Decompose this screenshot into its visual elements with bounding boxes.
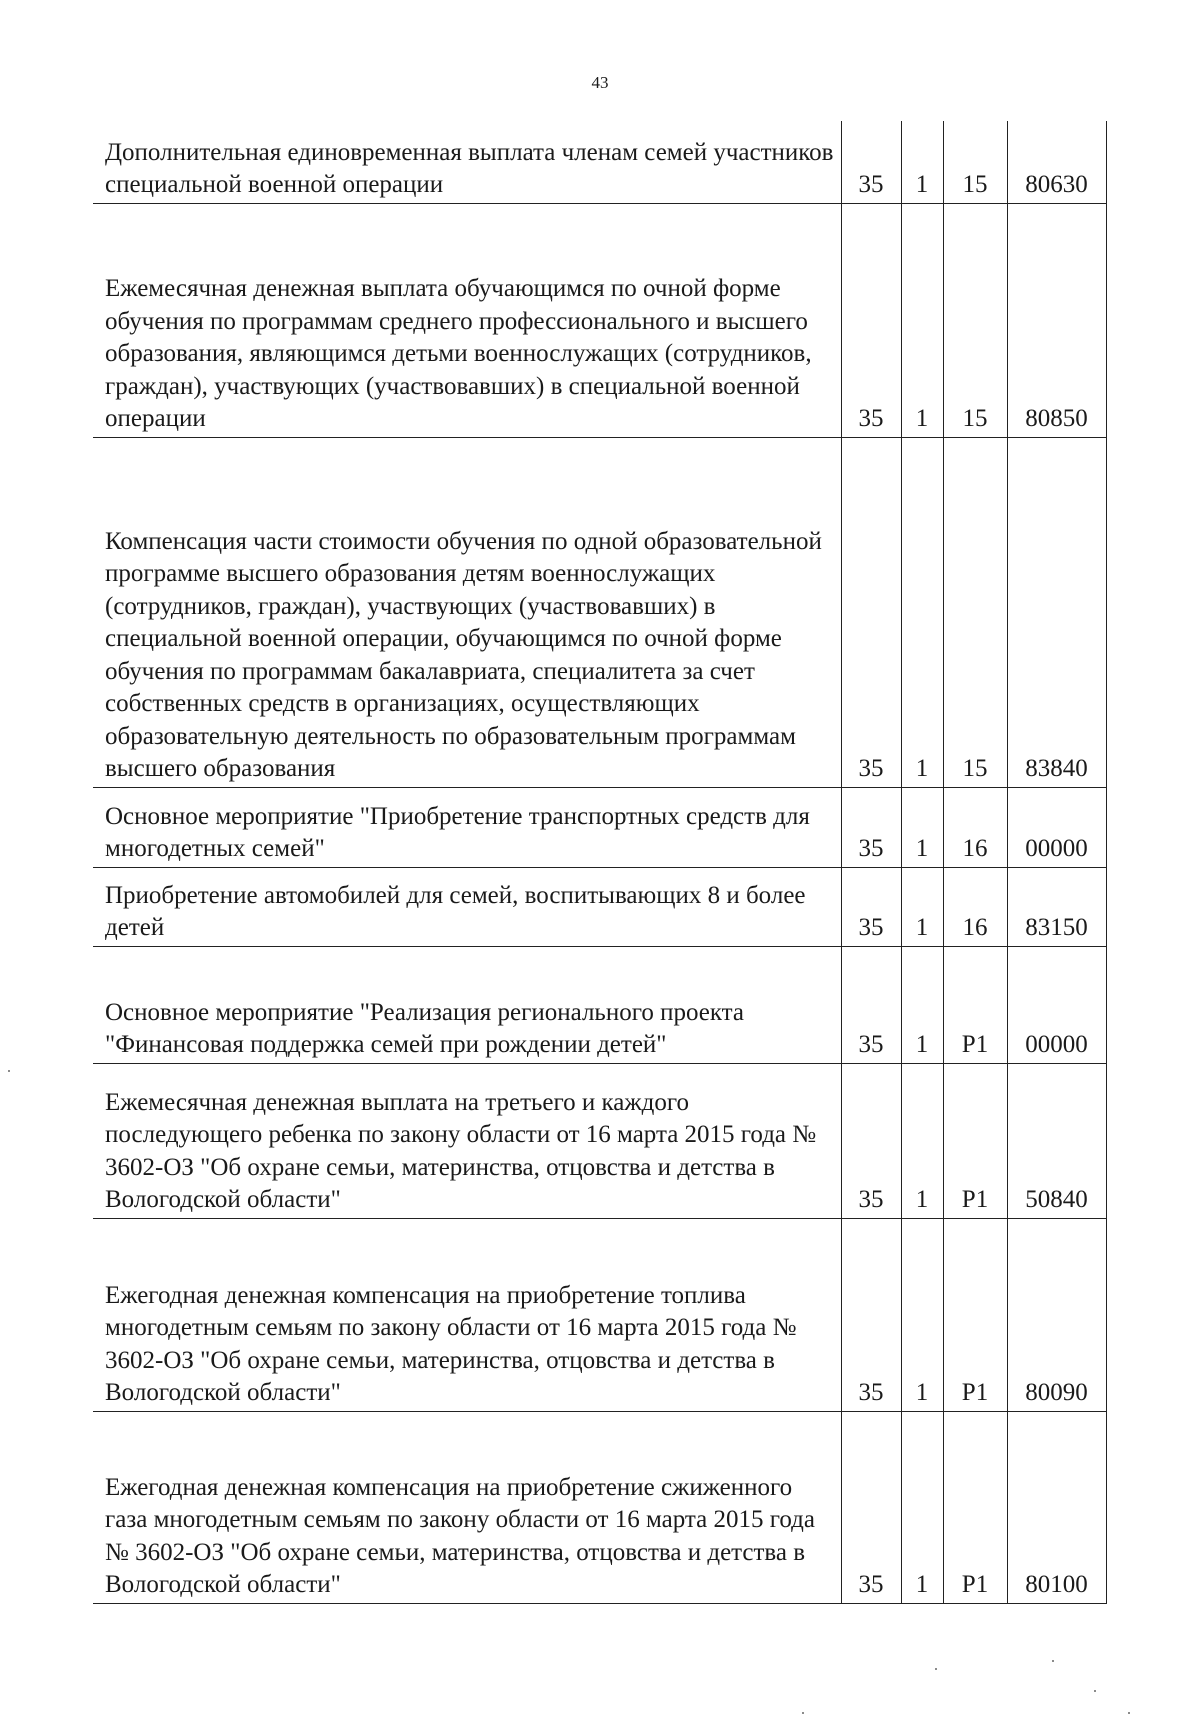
table-row [93,787,1106,867]
scan-speck [1052,1660,1054,1662]
direction-code: 00000 [1007,946,1106,1063]
event-code: Р1 [943,1411,1007,1603]
table-row [93,121,1106,203]
table-row [93,1063,1106,1218]
row-title: Ежемесячная денежная выплата обучающимся по очной форме обучения по программам среднего профессионального и высшего образования, являющимся детьми военнослужащих (сотрудников, граждан), участвующих (участвовавших) в специальной военной операции [93,203,841,437]
row-title: Приобретение автомобилей для семей, воспитывающих 8 и более детей [93,867,841,946]
program-code: 35 [841,1411,901,1603]
table-row [93,1218,1106,1411]
event-code: 15 [943,203,1007,437]
program-code: 35 [841,203,901,437]
table-row [93,203,1106,437]
scan-speck [1128,1712,1130,1714]
event-code: Р1 [943,946,1007,1063]
direction-code: 80630 [1007,121,1106,203]
subprogram-code: 1 [901,437,943,787]
row-title: Основное мероприятие "Реализация регионального проекта "Финансовая поддержка семей при рождении детей" [93,946,841,1063]
program-code: 35 [841,437,901,787]
subprogram-code: 1 [901,1063,943,1218]
event-code: 15 [943,437,1007,787]
subprogram-code: 1 [901,867,943,946]
event-code: 15 [943,121,1007,203]
budget-classification-table [93,121,1107,1604]
direction-code: 80090 [1007,1218,1106,1411]
row-title: Основное мероприятие "Приобретение транспортных средств для многодетных семей" [93,787,841,867]
direction-code: 50840 [1007,1063,1106,1218]
scan-speck [8,1070,10,1072]
scan-speck [1094,1690,1096,1692]
row-title: Компенсация части стоимости обучения по одной образовательной программе высшего образования детям военнослужащих (сотрудников, граждан), участвующих (участвовавших) в специальной военной операции, обучающимся по очной форме обучения по программам бакалавриата, специалитета за счет собственных средств в организациях, осуществляющих образовательную деятельность по образовательным программам высшего образования [93,437,841,787]
subprogram-code: 1 [901,1218,943,1411]
subprogram-code: 1 [901,203,943,437]
program-code: 35 [841,787,901,867]
direction-code: 83150 [1007,867,1106,946]
scan-speck [802,1712,804,1714]
program-code: 35 [841,1063,901,1218]
event-code: 16 [943,867,1007,946]
program-code: 35 [841,121,901,203]
scan-speck [935,1668,937,1670]
page-number: 43 [591,73,609,92]
direction-code: 80100 [1007,1411,1106,1603]
subprogram-code: 1 [901,787,943,867]
subprogram-code: 1 [901,946,943,1063]
event-code: 16 [943,787,1007,867]
table-row [93,867,1106,946]
row-title: Ежегодная денежная компенсация на приобретение сжиженного газа многодетным семьям по закону области от 16 марта 2015 года № 3602-ОЗ "Об охране семьи, материнства, отцовства и детства в Вологодской области" [93,1411,841,1603]
direction-code: 00000 [1007,787,1106,867]
row-title: Ежемесячная денежная выплата на третьего и каждого последующего ребенка по закону области от 16 марта 2015 года № 3602-ОЗ "Об охране семьи, материнства, отцовства и детства в Вологодской области" [93,1063,841,1218]
program-code: 35 [841,867,901,946]
program-code: 35 [841,1218,901,1411]
table-row [93,946,1106,1063]
direction-code: 83840 [1007,437,1106,787]
subprogram-code: 1 [901,121,943,203]
row-title: Дополнительная единовременная выплата членам семей участников специальной военной операции [93,121,841,203]
event-code: Р1 [943,1218,1007,1411]
program-code: 35 [841,946,901,1063]
table-row [93,1411,1106,1603]
subprogram-code: 1 [901,1411,943,1603]
event-code: Р1 [943,1063,1007,1218]
table-row [93,437,1106,787]
row-title: Ежегодная денежная компенсация на приобретение топлива многодетным семьям по закону области от 16 марта 2015 года № 3602-ОЗ "Об охране семьи, материнства, отцовства и детства в Вологодской области" [93,1218,841,1411]
direction-code: 80850 [1007,203,1106,437]
